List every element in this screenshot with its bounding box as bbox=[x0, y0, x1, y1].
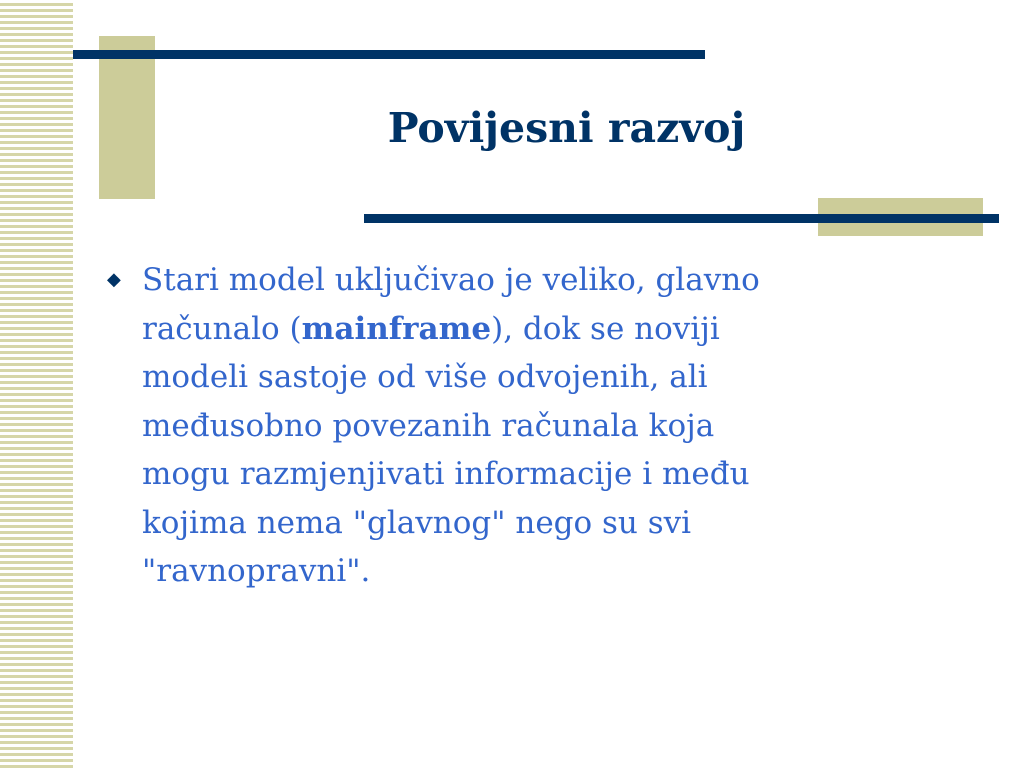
title-rule-bottom bbox=[364, 214, 999, 223]
bullet-line-2 bbox=[142, 305, 906, 354]
bullet-line-2-before: računalo ( bbox=[142, 310, 302, 347]
bullet-text bbox=[142, 256, 906, 596]
bullet-line-6: kojima nema "glavnog" nego su svi bbox=[142, 504, 692, 541]
bullet-line-3: modeli sastoje od više odvojenih, ali bbox=[142, 359, 708, 395]
decorative-stripes bbox=[0, 0, 73, 768]
bullet-item bbox=[106, 256, 906, 596]
accent-block-vertical bbox=[99, 36, 155, 199]
slide-title: Povijesni razvoj bbox=[387, 104, 746, 152]
bullet-line-7: "ravnopravni". bbox=[142, 553, 371, 589]
emphasis-mainframe: mainframe bbox=[301, 310, 492, 347]
bullet-line-2-after: ), dok se noviji bbox=[491, 310, 720, 347]
bullet-line-4: međusobno povezanih računala koja bbox=[142, 407, 715, 444]
bullet-list bbox=[106, 256, 906, 596]
bullet-line-1: Stari model uključivao je veliko, glavno bbox=[142, 262, 760, 298]
diamond-bullet-icon: ◆ bbox=[107, 269, 121, 290]
bullet-line-5: mogu razmjenjivati informacije i među bbox=[142, 456, 750, 492]
title-rule-top bbox=[73, 50, 705, 59]
